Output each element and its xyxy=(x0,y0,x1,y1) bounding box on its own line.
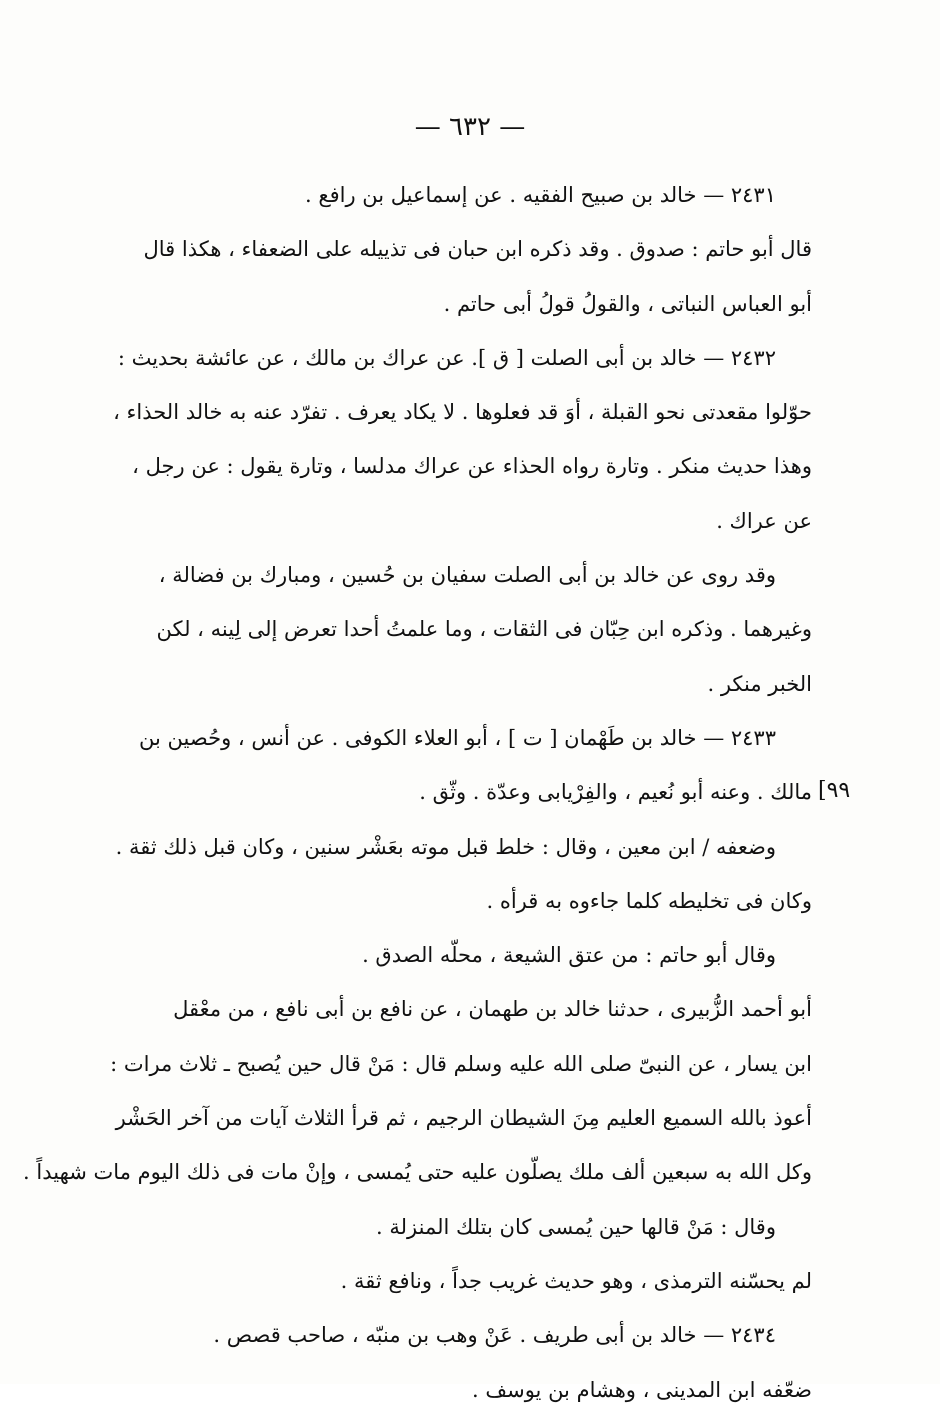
text-line: ابن يسار ، عن النبىّ صلى الله عليه وسلم قال : مَنْ قال حين يُصبح ـ ثلاث مرات : xyxy=(110,1051,812,1076)
text-line: وقد روى عن خالد بن أبى الصلت سفيان بن حُسين ، ومبارك بن فضالة ، xyxy=(158,563,776,588)
text-line: مالك . وعنه أبو نُعيم ، والفِرْيابى وعدّة . وثّق . xyxy=(419,780,812,805)
text-line: وكل الله به سبعين ألف ملك يصلّون عليه حتى يُمسى ، وإنْ مات فى ذلك اليوم مات شهيداً . xyxy=(23,1160,812,1185)
text-line: أعوذ بالله السميع العليم مِنَ الشيطان الرجيم ، ثم قرأ الثلاث آيات من آخر الحَشْر xyxy=(115,1106,812,1131)
text-line: حوّلوا مقعدتى نحو القبلة ، أوَ قد فعلوها . لا يكاد يعرف . تفرّد عنه به خالد الحذاء ، xyxy=(113,400,812,425)
text-line: أبو العباس النباتى ، والقولُ قولُ أبى حاتم . xyxy=(443,291,812,316)
text-line: قال أبو حاتم : صدوق . وقد ذكره ابن حبان فى تذييله على الضعفاء ، هكذا قال xyxy=(143,237,812,262)
text-line: ضعّفه ابن المدينى ، وهشام بن يوسف . xyxy=(472,1377,812,1402)
page-number: — ٦٣٢ — xyxy=(414,112,526,142)
text-line: وهذا حديث منكر . وتارة رواه الحذاء عن عراك مدلسا ، وتارة يقول : عن رجل ، xyxy=(132,454,812,479)
text-line: وضعفه / ابن معين ، وقال : خلط قبل موته بعَشْر سنين ، وكان قبل ذلك ثقة . xyxy=(115,834,776,859)
text-line: عن عراك . xyxy=(716,508,812,533)
entry-2432-heading: ٢٤٣٢ — خالد بن أبى الصلت [ ق ]. عن عراك بن مالك ، عن عائشة بحديث : xyxy=(117,345,776,370)
body-text xyxy=(23,168,812,1417)
margin-note: [٩٩ xyxy=(818,778,851,803)
text-line: لم يحسّنه الترمذى ، وهو حديث غريب جداً ، ونافع ثقة . xyxy=(340,1268,812,1293)
text-line: وقال : مَنْ قالها حين يُمسى كان بتلك المنزلة . xyxy=(376,1214,776,1239)
entry-2433-heading: ٢٤٣٣ — خالد بن طَهْمان [ ت ] ، أبو العلاء الكوفى . عن أنس ، وحُصين بن xyxy=(139,725,776,750)
text-line: الخبر منكر . xyxy=(707,671,812,696)
text-line: أبو أحمد الزُّبيرى ، حدثنا خالد بن طهمان ، عن نافع بن أبى نافع ، من معْقل xyxy=(173,997,812,1022)
text-line: وكان فى تخليطه كلما جاءوه به قرأه . xyxy=(486,888,812,913)
entry-2434-heading: ٢٤٣٤ — خالد بن أبى طريف . عَنْ وهب بن منبّه ، صاحب قصص . xyxy=(213,1323,776,1348)
text-line: وقال أبو حاتم : من عتق الشيعة ، محلّه الصدق . xyxy=(362,943,776,968)
text-line: وغيرهما . وذكره ابن حِبّان فى الثقات ، وما علمتُ أحدا تعرض إلى لِينه ، لكن xyxy=(156,617,812,642)
entry-2431-heading: ٢٤٣١ — خالد بن صبيح الفقيه . عن إسماعيل بن رافع . xyxy=(305,183,776,207)
